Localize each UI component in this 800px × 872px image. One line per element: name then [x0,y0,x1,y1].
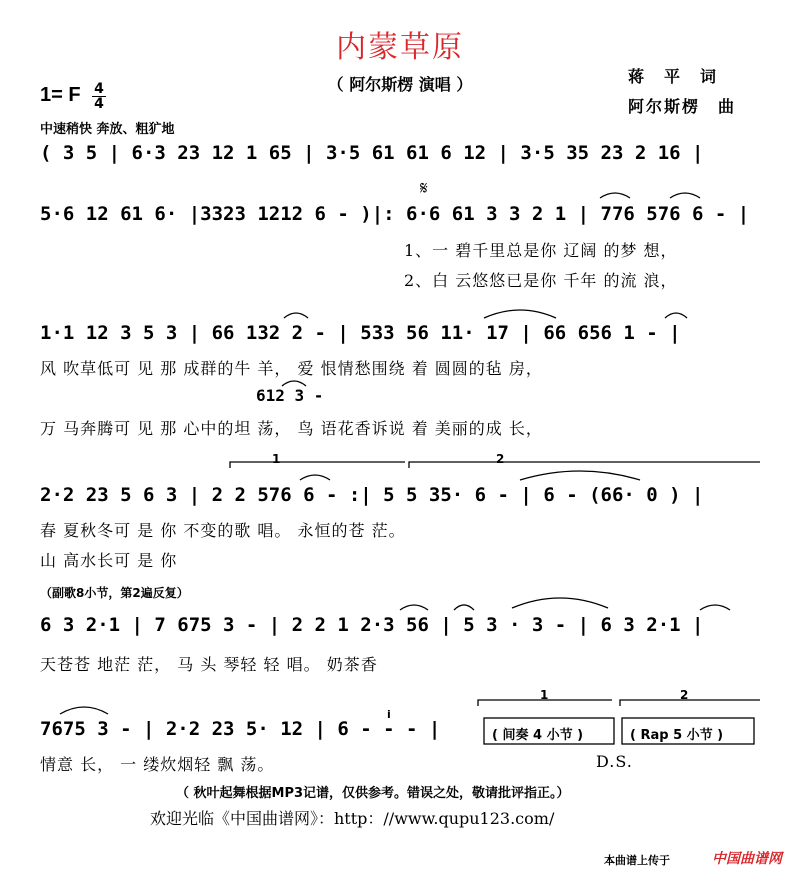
volta-2-label-2: 2 [680,688,689,702]
lyric-line5: 天苍苍 地茫 茫， 马 头 琴轻 轻 唱。 奶茶香 [40,655,378,674]
rap-box: ( Rap 5 小节 ) [630,728,724,743]
time-bottom: 4 [92,96,106,111]
composer-credit: 阿尔斯楞 曲 [628,97,737,116]
interlude-box: ( 间奏 4 小节 ) [492,728,584,743]
song-title: 内蒙草原 [336,30,464,65]
score-line-3: 1·1 12 3 5 3 | 66 132 2 - | 533 56 11· 17 | 66 656 1 - | [40,322,681,344]
volta-2-bracket-2 [620,700,760,706]
slur-line3-a [284,313,308,318]
dal-segno: D.S. [596,752,633,771]
lyric-verse1-line3: 风 吹草低可 见 那 成群的牛 羊， 爱 恨情愁围绕 着 圆圆的毡 房， [40,359,543,378]
rap-box-frame [622,718,754,744]
slur-alt [282,381,306,386]
key-signature: 1= F [40,84,81,106]
slur-line4-a [300,475,330,480]
lyric-verse2-line4: 山 高水长可 是 你 [40,551,178,570]
score-line-2: 5·6 12 61 6· |3323 1212 6 - )|: 6·6 61 3 3 2 1 | 776 576 6 - | [40,203,750,225]
grace-note: i [387,708,391,721]
lyric-verse1-line2: 1、一 碧千里总是你 辽阔 的梦 想， [404,241,678,260]
lyric-verse2-line3: 万 马奔腾可 见 那 心中的坦 荡， 鸟 语花香诉说 着 美丽的成 长， [40,419,543,438]
volta-2-label: 2 [496,452,505,466]
slur-line3-c [665,313,687,318]
slur-line2-b [670,193,700,198]
slur-line6-a [60,707,108,714]
interlude-box-frame [484,718,614,744]
upload-text: 本曲谱上传于 [604,854,670,867]
welcome-text: 欢迎光临《中国曲谱网》：http：//www.qupu123.com/ [150,809,555,828]
slur-line2-a [600,193,630,198]
slur-line3-b [484,310,556,318]
lyric-line6: 情意 长， 一 缕炊烟轻 飘 荡。 [40,755,275,774]
slur-line5-a [400,605,428,610]
lyric-verse1-line4: 春 夏秋冬可 是 你 不变的歌 唱。 永恒的苍 茫。 [40,521,406,540]
volta-1-label-2: 1 [540,688,549,702]
time-top: 4 [94,81,104,97]
volta-1-bracket [230,462,405,468]
slur-line5-d [700,605,730,610]
volta-1-bracket-2 [478,700,612,706]
score-line-6: 7675 3 - | 2·2 23 5· 12 | 6 - - - | [40,718,441,740]
site-brand-logo: 中国曲谱网 [712,851,782,867]
score-line-4: 2·2 23 5 6 3 | 2 2 576 6 - :| 5 5 35· 6 - | 6 - (66· 0 ) | [40,484,704,506]
slur-line4-b [520,471,640,480]
volta-2-bracket [409,462,760,468]
tempo-marking: 中速稍快 奔放、粗犷地 [40,122,175,137]
volta-1-label: 1 [272,452,281,466]
footer-note: （ 秋叶起舞根据MP3记谱，仅供参考。错误之处，敬请批评指正。） [176,786,570,801]
score-line-1: ( 3 5 | 6·3 23 12 1 65 | 3·5 61 61 6 12 | 3·5 35 23 2 16 | [40,142,704,164]
lyricist-credit: 蒋 平 词 [628,67,719,86]
score-line-5: 6 3 2·1 | 7 675 3 - | 2 2 1 2·3 56 | 5 3 · 3 - | 6 3 2·1 | [40,614,704,636]
slur-line5-c [512,598,608,608]
slur-line5-b [454,605,474,610]
performer-subtitle: （ 阿尔斯楞 演唱 ） [327,75,473,94]
lyric-verse2-line2: 2、白 云悠悠已是你 千年 的流 浪， [404,271,678,290]
alt-notes-verse2: 612 3 - [256,386,324,405]
chorus-note: （副歌8小节，第2遍反复） [40,586,189,600]
segno-icon: 𝄋 [420,178,428,199]
